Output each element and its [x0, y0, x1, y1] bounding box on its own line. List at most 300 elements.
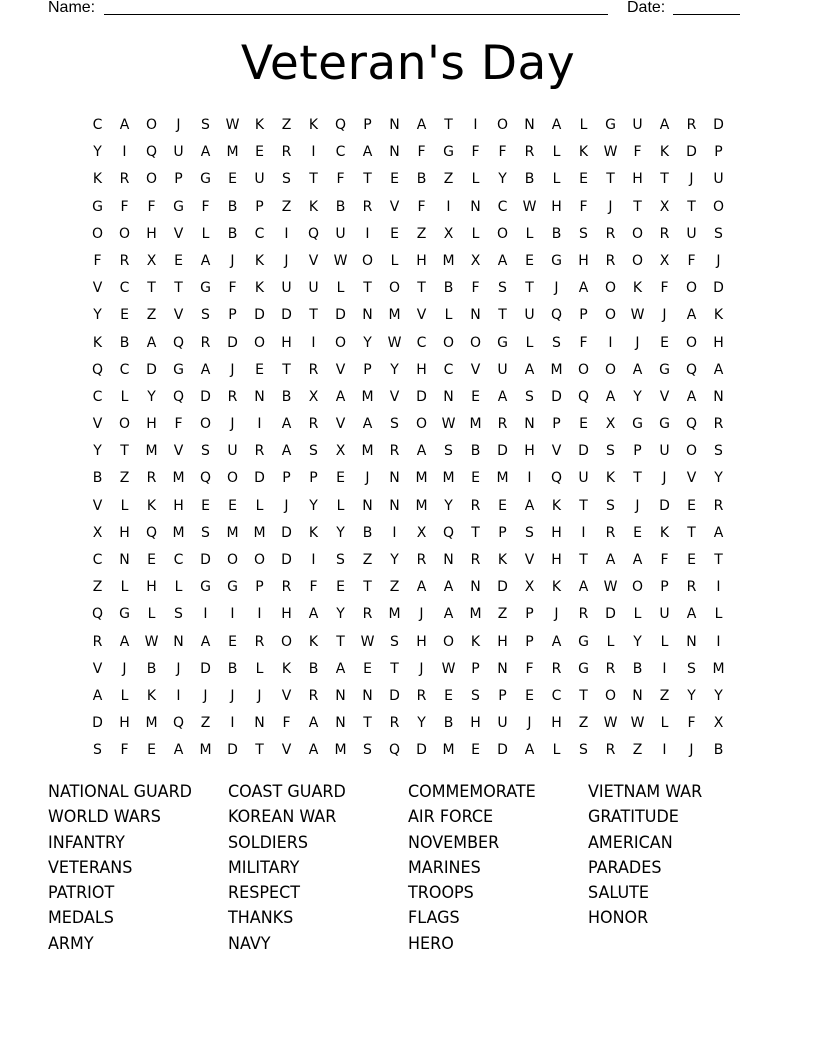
grid-letter[interactable]: Y — [336, 606, 345, 623]
grid-letter[interactable]: D — [578, 443, 589, 460]
name-blank-line[interactable] — [104, 14, 608, 15]
grid-letter[interactable]: F — [336, 171, 345, 188]
grid-letter[interactable]: F — [633, 144, 642, 161]
grid-letter[interactable]: N — [524, 117, 535, 133]
grid-letter[interactable]: Q — [172, 388, 185, 405]
grid-letter[interactable]: K — [470, 633, 481, 650]
grid-letter[interactable]: X — [713, 715, 724, 732]
grid-letter[interactable]: P — [309, 470, 318, 487]
grid-letter[interactable]: H — [146, 225, 157, 242]
grid-letter[interactable]: E — [471, 388, 480, 405]
grid-letter[interactable]: N — [470, 198, 481, 215]
grid-letter[interactable]: J — [230, 361, 235, 378]
grid-letter[interactable]: G — [443, 144, 454, 161]
grid-letter[interactable]: E — [633, 524, 642, 541]
grid-letter[interactable]: M — [226, 144, 239, 161]
grid-letter[interactable]: E — [336, 470, 345, 487]
grid-letter[interactable]: M — [415, 497, 428, 514]
grid-letter[interactable]: A — [146, 334, 157, 351]
grid-letter[interactable]: J — [689, 171, 694, 188]
grid-letter[interactable]: H — [416, 361, 427, 378]
grid-letter[interactable]: G — [659, 361, 670, 378]
grid-letter[interactable]: T — [633, 198, 642, 215]
grid-letter[interactable]: T — [390, 660, 399, 677]
grid-letter[interactable]: B — [146, 660, 157, 677]
grid-letter[interactable]: Y — [687, 687, 696, 704]
grid-letter[interactable]: T — [282, 361, 291, 378]
grid-letter[interactable]: A — [524, 361, 535, 378]
grid-letter[interactable]: E — [660, 334, 669, 351]
grid-letter[interactable]: I — [446, 198, 451, 215]
grid-letter[interactable]: F — [687, 715, 696, 732]
grid-letter[interactable]: U — [713, 171, 724, 188]
grid-letter[interactable]: K — [146, 497, 157, 514]
grid-letter[interactable]: L — [606, 633, 615, 650]
grid-letter[interactable]: S — [363, 742, 372, 759]
grid-letter[interactable]: M — [172, 470, 185, 487]
grid-letter[interactable]: S — [93, 742, 102, 759]
grid-letter[interactable]: F — [660, 552, 669, 568]
grid-letter[interactable]: R — [227, 388, 238, 405]
grid-letter[interactable]: G — [92, 198, 103, 215]
grid-letter[interactable]: E — [255, 361, 264, 378]
grid-letter[interactable]: J — [635, 497, 640, 514]
grid-letter[interactable]: C — [551, 687, 562, 704]
grid-letter[interactable]: A — [200, 144, 211, 161]
grid-letter[interactable]: C — [497, 198, 508, 215]
grid-letter[interactable]: O — [685, 280, 698, 297]
grid-letter[interactable]: K — [254, 117, 265, 133]
grid-letter[interactable]: S — [714, 225, 723, 242]
grid-letter[interactable]: F — [471, 280, 480, 297]
grid-letter[interactable]: L — [120, 687, 129, 704]
grid-letter[interactable]: J — [716, 252, 721, 269]
grid-letter[interactable]: T — [579, 687, 588, 704]
grid-letter[interactable]: Y — [336, 524, 345, 541]
grid-letter[interactable]: P — [174, 171, 183, 188]
grid-letter[interactable]: D — [200, 552, 211, 568]
grid-letter[interactable]: P — [525, 606, 534, 623]
grid-letter[interactable]: S — [714, 443, 723, 460]
grid-letter[interactable]: Q — [685, 361, 698, 378]
grid-letter[interactable]: A — [335, 388, 346, 405]
grid-letter[interactable]: T — [633, 470, 642, 487]
grid-letter[interactable]: E — [228, 171, 237, 188]
grid-letter[interactable]: Q — [334, 117, 347, 133]
grid-letter[interactable]: M — [145, 715, 158, 732]
grid-letter[interactable]: L — [390, 252, 399, 269]
grid-letter[interactable]: U — [254, 171, 265, 188]
grid-letter[interactable]: N — [389, 470, 400, 487]
grid-letter[interactable]: P — [255, 198, 264, 215]
grid-letter[interactable]: I — [527, 470, 532, 487]
grid-letter[interactable]: J — [230, 416, 235, 433]
grid-letter[interactable]: N — [254, 388, 265, 405]
grid-letter[interactable]: G — [578, 633, 589, 650]
grid-letter[interactable]: G — [173, 361, 184, 378]
grid-letter[interactable]: H — [551, 198, 562, 215]
grid-letter[interactable]: L — [336, 280, 345, 297]
grid-letter[interactable]: O — [361, 252, 374, 269]
grid-letter[interactable]: G — [578, 660, 589, 677]
grid-letter[interactable]: R — [470, 552, 481, 568]
grid-letter[interactable]: L — [120, 579, 129, 596]
grid-letter[interactable]: A — [605, 552, 616, 568]
grid-letter[interactable]: L — [336, 497, 345, 514]
grid-letter[interactable]: H — [551, 715, 562, 732]
grid-letter[interactable]: T — [363, 715, 372, 732]
grid-letter[interactable]: Q — [172, 715, 185, 732]
grid-letter[interactable]: D — [497, 742, 508, 759]
grid-letter[interactable]: T — [714, 552, 723, 568]
grid-letter[interactable]: H — [281, 334, 292, 351]
grid-letter[interactable]: T — [687, 198, 696, 215]
grid-letter[interactable]: N — [470, 307, 481, 324]
grid-letter[interactable]: P — [498, 524, 507, 541]
grid-letter[interactable]: J — [284, 497, 289, 514]
grid-letter[interactable]: G — [497, 334, 508, 351]
grid-letter[interactable]: F — [93, 252, 102, 269]
grid-letter[interactable]: O — [145, 117, 158, 133]
grid-letter[interactable]: M — [253, 524, 266, 541]
grid-letter[interactable]: W — [603, 715, 618, 732]
grid-letter[interactable]: D — [686, 144, 697, 161]
grid-letter[interactable]: T — [363, 171, 372, 188]
grid-letter[interactable]: B — [551, 225, 562, 242]
grid-letter[interactable]: Q — [577, 388, 590, 405]
grid-letter[interactable]: I — [581, 524, 586, 541]
grid-letter[interactable]: L — [174, 579, 183, 596]
grid-letter[interactable]: R — [605, 660, 616, 677]
grid-letter[interactable]: H — [551, 552, 562, 568]
grid-letter[interactable]: A — [524, 497, 535, 514]
grid-letter[interactable]: S — [390, 633, 399, 650]
grid-letter[interactable]: B — [416, 171, 427, 188]
grid-letter[interactable]: C — [173, 552, 184, 568]
grid-letter[interactable]: R — [713, 497, 724, 514]
grid-letter[interactable]: E — [228, 497, 237, 514]
grid-letter[interactable]: A — [92, 687, 103, 704]
grid-letter[interactable]: R — [686, 117, 697, 133]
grid-letter[interactable]: E — [471, 742, 480, 759]
grid-letter[interactable]: W — [144, 633, 159, 650]
grid-letter[interactable]: A — [632, 361, 643, 378]
grid-letter[interactable]: P — [660, 579, 669, 596]
grid-letter[interactable]: Y — [93, 307, 102, 324]
grid-letter[interactable]: X — [470, 252, 481, 269]
grid-letter[interactable]: Q — [145, 524, 158, 541]
grid-letter[interactable]: L — [120, 388, 129, 405]
grid-letter[interactable]: S — [282, 171, 291, 188]
grid-letter[interactable]: D — [416, 742, 427, 759]
grid-letter[interactable]: M — [388, 307, 401, 324]
grid-letter[interactable]: J — [176, 660, 181, 677]
grid-letter[interactable]: T — [660, 171, 669, 188]
grid-letter[interactable]: W — [441, 416, 456, 433]
grid-letter[interactable]: J — [554, 280, 559, 297]
grid-letter[interactable]: E — [336, 579, 345, 596]
grid-letter[interactable]: M — [334, 742, 347, 759]
grid-letter[interactable]: O — [118, 416, 131, 433]
grid-letter[interactable]: J — [203, 687, 208, 704]
grid-letter[interactable]: N — [173, 633, 184, 650]
grid-letter[interactable]: P — [228, 307, 237, 324]
grid-letter[interactable]: V — [92, 497, 103, 514]
grid-letter[interactable]: L — [633, 606, 642, 623]
grid-letter[interactable]: Q — [199, 470, 212, 487]
grid-letter[interactable]: J — [419, 606, 424, 623]
grid-letter[interactable]: S — [174, 606, 183, 623]
grid-letter[interactable]: Y — [714, 687, 723, 704]
grid-letter[interactable]: S — [579, 225, 588, 242]
grid-letter[interactable]: I — [311, 552, 316, 568]
grid-letter[interactable]: G — [173, 198, 184, 215]
grid-letter[interactable]: I — [257, 606, 262, 623]
grid-letter[interactable]: B — [92, 470, 103, 487]
grid-letter[interactable]: H — [173, 497, 184, 514]
grid-letter[interactable]: R — [551, 660, 562, 677]
grid-letter[interactable]: V — [389, 388, 400, 405]
grid-letter[interactable]: N — [443, 552, 454, 568]
grid-letter[interactable]: N — [362, 497, 373, 514]
grid-letter[interactable]: X — [308, 388, 319, 405]
grid-letter[interactable]: F — [687, 252, 696, 269]
grid-letter[interactable]: H — [578, 252, 589, 269]
grid-letter[interactable]: E — [255, 144, 264, 161]
grid-letter[interactable]: S — [309, 443, 318, 460]
grid-letter[interactable]: Y — [417, 715, 426, 732]
grid-letter[interactable]: W — [333, 252, 348, 269]
grid-letter[interactable]: O — [712, 198, 725, 215]
grid-letter[interactable]: K — [551, 497, 562, 514]
grid-letter[interactable]: F — [417, 144, 426, 161]
grid-letter[interactable]: F — [174, 416, 183, 433]
grid-letter[interactable]: N — [713, 388, 724, 405]
grid-letter[interactable]: D — [281, 307, 292, 324]
grid-letter[interactable]: V — [470, 361, 481, 378]
grid-letter[interactable]: A — [362, 416, 373, 433]
grid-letter[interactable]: B — [227, 225, 238, 242]
grid-letter[interactable]: R — [119, 171, 130, 188]
grid-letter[interactable]: D — [92, 715, 103, 732]
grid-letter[interactable]: B — [227, 198, 238, 215]
grid-letter[interactable]: R — [308, 687, 319, 704]
grid-letter[interactable]: V — [308, 252, 319, 269]
grid-letter[interactable]: V — [335, 416, 346, 433]
grid-letter[interactable]: S — [579, 742, 588, 759]
grid-letter[interactable]: D — [551, 388, 562, 405]
grid-letter[interactable]: K — [146, 687, 157, 704]
grid-letter[interactable]: A — [497, 252, 508, 269]
grid-letter[interactable]: K — [605, 470, 616, 487]
grid-letter[interactable]: J — [230, 252, 235, 269]
grid-letter[interactable]: L — [714, 606, 723, 623]
grid-letter[interactable]: K — [308, 633, 319, 650]
grid-letter[interactable]: N — [362, 307, 373, 324]
grid-letter[interactable]: K — [92, 334, 103, 351]
grid-letter[interactable]: O — [631, 252, 644, 269]
grid-letter[interactable]: D — [200, 388, 211, 405]
grid-letter[interactable]: G — [659, 416, 670, 433]
grid-letter[interactable]: X — [335, 443, 346, 460]
grid-letter[interactable]: Y — [390, 552, 399, 568]
grid-letter[interactable]: N — [443, 388, 454, 405]
grid-letter[interactable]: S — [606, 497, 615, 514]
grid-letter[interactable]: Y — [93, 443, 102, 460]
grid-letter[interactable]: P — [255, 579, 264, 596]
grid-letter[interactable]: F — [120, 742, 129, 759]
grid-letter[interactable]: O — [604, 307, 617, 324]
grid-letter[interactable]: R — [686, 579, 697, 596]
grid-letter[interactable]: T — [687, 524, 696, 541]
grid-letter[interactable]: I — [662, 742, 667, 759]
grid-letter[interactable]: T — [444, 117, 453, 133]
grid-letter[interactable]: Z — [92, 579, 103, 596]
grid-letter[interactable]: A — [119, 117, 130, 133]
grid-letter[interactable]: I — [473, 117, 478, 133]
grid-letter[interactable]: E — [525, 252, 534, 269]
grid-letter[interactable]: C — [254, 225, 265, 242]
grid-letter[interactable]: C — [335, 144, 346, 161]
grid-letter[interactable]: R — [362, 198, 373, 215]
grid-letter[interactable]: O — [685, 443, 698, 460]
grid-letter[interactable]: N — [335, 715, 346, 732]
grid-letter[interactable]: V — [173, 225, 184, 242]
grid-letter[interactable]: H — [551, 524, 562, 541]
grid-letter[interactable]: I — [716, 633, 721, 650]
grid-letter[interactable]: M — [496, 470, 509, 487]
grid-letter[interactable]: K — [632, 280, 643, 297]
grid-letter[interactable]: N — [524, 416, 535, 433]
grid-letter[interactable]: Z — [200, 715, 211, 732]
grid-letter[interactable]: E — [147, 552, 156, 568]
grid-letter[interactable]: D — [254, 307, 265, 324]
grid-letter[interactable]: L — [255, 660, 264, 677]
grid-letter[interactable]: J — [662, 307, 667, 324]
grid-letter[interactable]: S — [471, 687, 480, 704]
grid-letter[interactable]: D — [416, 388, 427, 405]
grid-letter[interactable]: D — [200, 660, 211, 677]
grid-letter[interactable]: H — [119, 715, 130, 732]
grid-letter[interactable]: G — [200, 280, 211, 297]
grid-letter[interactable]: B — [119, 334, 130, 351]
grid-letter[interactable]: R — [254, 443, 265, 460]
grid-letter[interactable]: O — [253, 552, 266, 568]
grid-letter[interactable]: Q — [685, 416, 698, 433]
grid-letter[interactable]: B — [308, 660, 319, 677]
grid-letter[interactable]: X — [416, 524, 427, 541]
grid-letter[interactable]: A — [497, 388, 508, 405]
grid-letter[interactable]: M — [145, 443, 158, 460]
grid-letter[interactable]: J — [176, 117, 181, 133]
grid-letter[interactable]: A — [308, 742, 319, 759]
grid-letter[interactable]: C — [119, 361, 130, 378]
grid-letter[interactable]: Y — [444, 497, 453, 514]
grid-letter[interactable]: L — [147, 606, 156, 623]
grid-letter[interactable]: U — [632, 117, 643, 133]
grid-letter[interactable]: P — [363, 117, 372, 133]
grid-letter[interactable]: U — [281, 280, 292, 297]
grid-letter[interactable]: T — [579, 497, 588, 514]
grid-letter[interactable]: X — [146, 252, 157, 269]
grid-letter[interactable]: K — [659, 524, 670, 541]
grid-letter[interactable]: Z — [632, 742, 643, 759]
grid-letter[interactable]: D — [281, 552, 292, 568]
grid-letter[interactable]: F — [525, 660, 534, 677]
grid-letter[interactable]: O — [415, 416, 428, 433]
grid-letter[interactable]: J — [527, 715, 532, 732]
grid-letter[interactable]: O — [145, 171, 158, 188]
grid-letter[interactable]: S — [201, 307, 210, 324]
grid-letter[interactable]: E — [525, 687, 534, 704]
grid-letter[interactable]: M — [388, 606, 401, 623]
grid-letter[interactable]: J — [608, 198, 613, 215]
grid-letter[interactable]: U — [335, 225, 346, 242]
grid-letter[interactable]: M — [442, 742, 455, 759]
grid-letter[interactable]: A — [173, 742, 184, 759]
grid-letter[interactable]: E — [147, 742, 156, 759]
grid-letter[interactable]: L — [525, 225, 534, 242]
grid-letter[interactable]: K — [308, 524, 319, 541]
grid-letter[interactable]: A — [578, 280, 589, 297]
grid-letter[interactable]: Q — [550, 470, 563, 487]
grid-letter[interactable]: B — [632, 660, 643, 677]
grid-letter[interactable]: T — [147, 280, 156, 297]
grid-letter[interactable]: Q — [442, 524, 455, 541]
grid-letter[interactable]: Q — [172, 334, 185, 351]
grid-letter[interactable]: N — [389, 117, 400, 133]
grid-letter[interactable]: V — [173, 307, 184, 324]
grid-letter[interactable]: G — [632, 416, 643, 433]
grid-letter[interactable]: L — [552, 742, 561, 759]
grid-letter[interactable]: M — [712, 660, 725, 677]
grid-letter[interactable]: Y — [498, 171, 507, 188]
grid-letter[interactable]: O — [604, 687, 617, 704]
grid-letter[interactable]: M — [226, 524, 239, 541]
grid-letter[interactable]: R — [470, 497, 481, 514]
grid-letter[interactable]: I — [662, 660, 667, 677]
grid-letter[interactable]: C — [119, 280, 130, 297]
grid-letter[interactable]: X — [443, 225, 454, 242]
grid-letter[interactable]: G — [200, 579, 211, 596]
grid-letter[interactable]: A — [713, 524, 724, 541]
grid-letter[interactable]: V — [92, 416, 103, 433]
grid-letter[interactable]: O — [604, 280, 617, 297]
grid-letter[interactable]: J — [365, 470, 370, 487]
grid-letter[interactable]: I — [392, 524, 397, 541]
grid-letter[interactable]: L — [120, 497, 129, 514]
grid-letter[interactable]: O — [388, 280, 401, 297]
grid-letter[interactable]: B — [713, 742, 724, 759]
grid-letter[interactable]: Z — [659, 687, 670, 704]
grid-letter[interactable]: W — [630, 715, 645, 732]
grid-letter[interactable]: V — [686, 470, 697, 487]
grid-letter[interactable]: A — [200, 252, 211, 269]
grid-letter[interactable]: L — [660, 715, 669, 732]
grid-letter[interactable]: J — [419, 660, 424, 677]
grid-letter[interactable]: W — [522, 198, 537, 215]
grid-letter[interactable]: A — [308, 606, 319, 623]
grid-letter[interactable]: H — [281, 606, 292, 623]
grid-letter[interactable]: S — [201, 524, 210, 541]
grid-letter[interactable]: R — [200, 334, 211, 351]
grid-letter[interactable]: E — [201, 497, 210, 514]
grid-letter[interactable]: V — [92, 660, 103, 677]
grid-letter[interactable]: R — [308, 361, 319, 378]
grid-letter[interactable]: X — [605, 416, 616, 433]
grid-letter[interactable]: D — [146, 361, 157, 378]
grid-letter[interactable]: E — [363, 660, 372, 677]
